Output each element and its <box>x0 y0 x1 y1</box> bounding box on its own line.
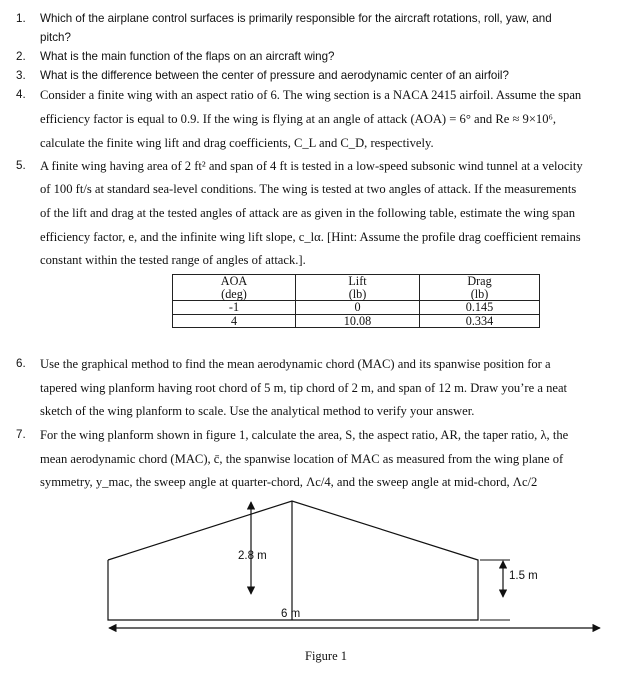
question-text-line: Which of the airplane control surfaces is primarily responsible for the aircraft rotations, roll, yaw, and <box>40 12 552 25</box>
question-text-line: symmetry, y_mac, the sweep angle at quarter-chord, Λc/4, and the sweep angle at mid-chord, Λc/2 <box>40 475 538 489</box>
question-text-line: calculate the finite wing lift and drag coefficients, C_L and C_D, respectively. <box>40 136 434 150</box>
question-number: 1. <box>16 12 26 25</box>
header-line: AOA <box>220 274 248 288</box>
question-text-line: Use the graphical method to find the mean aerodynamic chord (MAC) and its spanwise position for a <box>40 357 551 371</box>
wing-outline <box>108 501 478 620</box>
table-cell: 0.145 <box>420 301 540 315</box>
question-text-line: constant within the tested range of angles of attack.]. <box>40 253 306 267</box>
root-chord-label: 2.8 m <box>238 550 267 562</box>
question-text-line: What is the main function of the flaps on an aircraft wing? <box>40 50 335 63</box>
table-cell: 10.08 <box>296 314 420 328</box>
question-text-line: mean aerodynamic chord (MAC), c̄, the spanwise location of MAC as measured from the wing plane of <box>40 452 564 466</box>
question-text-line: pitch? <box>40 31 71 44</box>
question-text-line: For the wing planform shown in figure 1, calculate the area, S, the aspect ratio, AR, the taper ratio, λ, the <box>40 428 569 442</box>
header-line: Drag <box>467 274 492 288</box>
question-text-line: sketch of the wing planform to scale. Use the analytical method to verify your answer. <box>40 404 475 418</box>
header-line: (deg) <box>221 286 247 301</box>
question-text-line: efficiency factor, e, and the infinite wing lift slope, c_lα. [Hint: Assume the profile drag coefficient remains <box>40 230 581 244</box>
question-text-line: tapered wing planform having root chord of 5 m, tip chord of 2 m, and span of 12 m. Draw you’re a neat <box>40 381 568 395</box>
figure-caption: Figure 1 <box>305 649 348 663</box>
question-text-line: What is the difference between the center of pressure and aerodynamic center of an airfoil? <box>40 69 509 82</box>
question-number: 3. <box>16 69 26 82</box>
question-text-line: A finite wing having area of 2 ft² and span of 4 ft is tested in a low-speed subsonic wind tunnel at a velocity <box>40 159 583 173</box>
table-cell: -1 <box>173 301 296 315</box>
question-number: 2. <box>16 50 26 63</box>
header-line: (lb) <box>470 286 489 301</box>
header-line: (lb) <box>348 286 367 301</box>
header-line: Lift <box>348 274 367 288</box>
tip-chord-label: 1.5 m <box>509 570 538 582</box>
question-text-line: efficiency factor is equal to 0.9. If the wing is flying at an angle of attack (AOA) = 6° and Re ≈ 9×10⁶, <box>40 112 557 126</box>
question-text-line: Consider a finite wing with an aspect ratio of 6. The wing section is a NACA 2415 airfoil. Assume the span <box>40 88 582 102</box>
span-label: 6 m <box>281 608 301 620</box>
question-number: 5. <box>16 159 26 172</box>
question-number: 6. <box>16 357 26 370</box>
question-text-line: of 100 ft/s at standard sea-level conditions. The wing is tested at two angles of attack. If the measurements <box>40 182 577 196</box>
table-cell: 4 <box>173 314 296 328</box>
question-text-line: of the lift and drag at the tested angles of attack are as given in the following table, estimate the wing span <box>40 206 576 220</box>
question-number: 7. <box>16 428 26 441</box>
table-cell: 0.334 <box>420 314 540 328</box>
question-number: 4. <box>16 88 26 101</box>
table-cell: 0 <box>296 301 420 315</box>
